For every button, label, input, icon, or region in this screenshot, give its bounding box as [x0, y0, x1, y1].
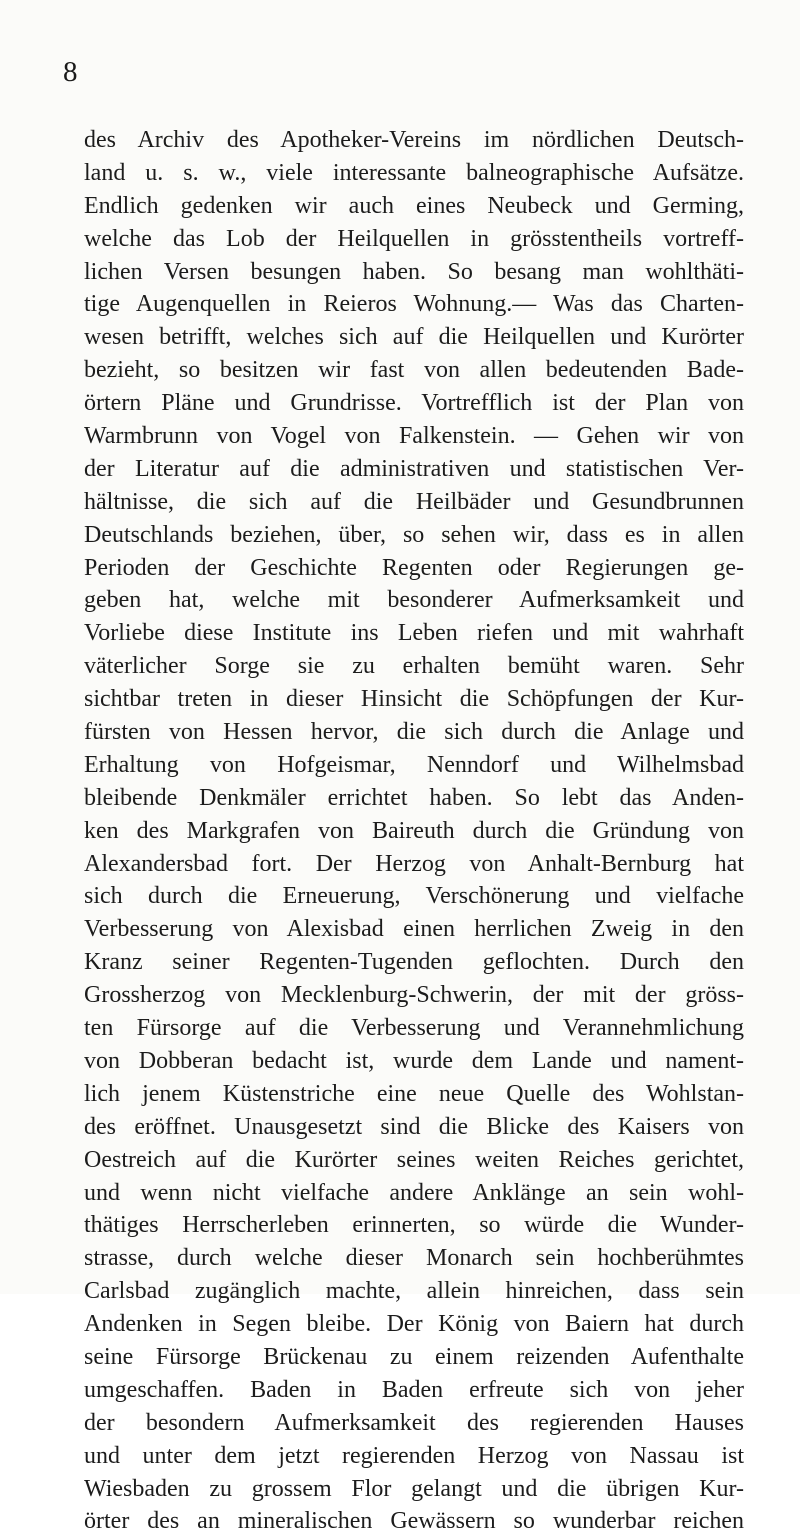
text-line: Verbesserung von Alexisbad einen herrlichen Zweig in den — [84, 916, 744, 943]
text-line: welche das Lob der Heilquellen in grösstentheils vortreff- — [84, 225, 744, 252]
text-line: Kranz seiner Regenten-Tugenden geflochten. Durch den — [84, 949, 744, 976]
text-line: örter des an mineralischen Gewässern so wunderbar reichen — [84, 1508, 744, 1535]
text-line: und wenn nicht vielfache andere Anklänge an sein wohl- — [84, 1179, 744, 1206]
text-line: sichtbar treten in dieser Hinsicht die Schöpfungen der Kur- — [84, 686, 744, 713]
text-line: Alexandersbad fort. Der Herzog von Anhalt-Bernburg hat — [84, 850, 744, 877]
body-text — [84, 124, 744, 1538]
text-line: bezieht, so besitzen wir fast von allen bedeutenden Bade- — [84, 357, 744, 384]
text-line: väterlicher Sorge sie zu erhalten bemüht waren. Sehr — [84, 653, 744, 680]
text-line: Erhaltung von Hofgeismar, Nenndorf und Wilhelmsbad — [84, 751, 744, 778]
text-line: seine Fürsorge Brückenau zu einem reizenden Aufenthalte — [84, 1343, 744, 1370]
page-number: 8 — [63, 56, 78, 88]
text-line: lich jenem Küstenstriche eine neue Quelle des Wohlstan- — [84, 1080, 744, 1107]
text-line: Perioden der Geschichte Regenten oder Regierungen ge- — [84, 554, 744, 581]
text-line: ten Fürsorge auf die Verbesserung und Verannehmlichung — [84, 1015, 744, 1042]
text-line: bleibende Denkmäler errichtet haben. So lebt das Anden- — [84, 784, 744, 811]
text-line: geben hat, welche mit besonderer Aufmerksamkeit und — [84, 587, 744, 614]
text-line: land u. s. w., viele interessante balneographische Aufsätze. — [84, 159, 744, 186]
text-line: lichen Versen besungen haben. So besang man wohlthäti- — [84, 258, 744, 285]
text-line: von Dobberan bedacht ist, wurde dem Lande und nament- — [84, 1047, 744, 1074]
text-line: Andenken in Segen bleibe. Der König von Baiern hat durch — [84, 1311, 744, 1338]
text-line: des Archiv des Apotheker-Vereins im nördlichen Deutsch- — [84, 127, 744, 153]
text-line: Deutschlands beziehen, über, so sehen wir, dass es in allen — [84, 521, 744, 548]
text-line: sich durch die Erneuerung, Verschönerung und vielfache — [84, 883, 744, 910]
text-line: Wiesbaden zu grossem Flor gelangt und die übrigen Kur- — [84, 1475, 744, 1502]
text-line: fürsten von Hessen hervor, die sich durch die Anlage und — [84, 719, 744, 746]
text-line: Oestreich auf die Kurörter seines weiten Reiches gerichtet, — [84, 1146, 744, 1173]
text-line: thätiges Herrscherleben erinnerten, so würde die Wunder- — [84, 1212, 744, 1239]
text-line: wesen betrifft, welches sich auf die Heilquellen und Kurörter — [84, 324, 744, 351]
text-line: Grossherzog von Mecklenburg-Schwerin, der mit der gröss- — [84, 982, 744, 1009]
text-line: Vorliebe diese Institute ins Leben riefen und mit wahrhaft — [84, 620, 744, 647]
text-line: strasse, durch welche dieser Monarch sein hochberühmtes — [84, 1245, 744, 1272]
text-line: der Literatur auf die administrativen und statistischen Ver- — [84, 455, 744, 482]
text-line: der besondern Aufmerksamkeit des regierenden Hauses — [84, 1409, 744, 1436]
text-line: hältnisse, die sich auf die Heilbäder und Gesundbrunnen — [84, 488, 744, 515]
text-line: umgeschaffen. Baden in Baden erfreute sich von jeher — [84, 1376, 744, 1403]
text-line: und unter dem jetzt regierenden Herzog von Nassau ist — [84, 1442, 744, 1469]
text-line: tige Augenquellen in Reieros Wohnung.— Was das Charten- — [84, 291, 744, 318]
text-line: Carlsbad zugänglich machte, allein hinreichen, dass sein — [84, 1278, 744, 1305]
text-line: Warmbrunn von Vogel von Falkenstein. — Gehen wir von — [84, 423, 744, 450]
text-line: ken des Markgrafen von Baireuth durch die Gründung von — [84, 817, 744, 844]
text-line: örtern Pläne und Grundrisse. Vortrefflich ist der Plan von — [84, 390, 744, 417]
text-line: Endlich gedenken wir auch eines Neubeck und Germing, — [84, 192, 744, 219]
text-line: des eröffnet. Unausgesetzt sind die Blicke des Kaisers von — [84, 1113, 744, 1140]
